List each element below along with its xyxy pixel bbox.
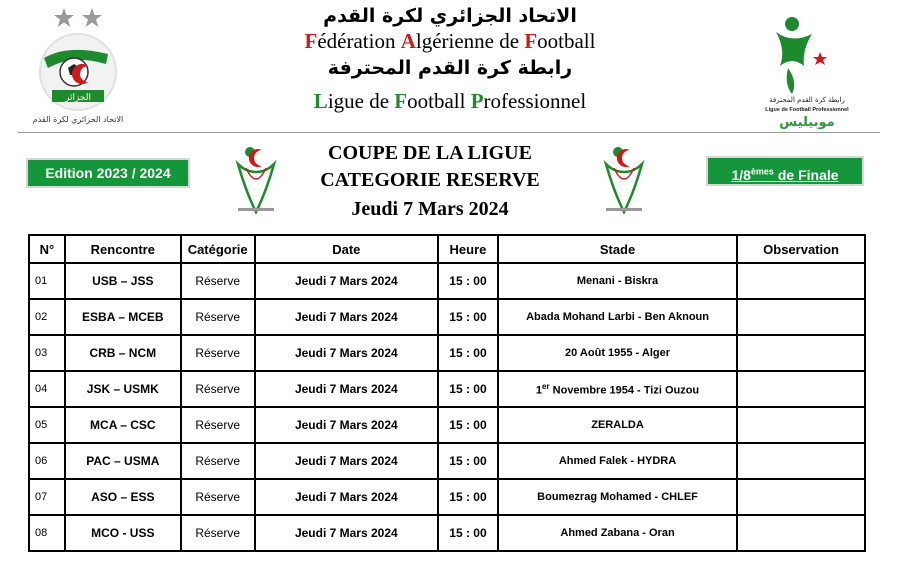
competition-title (300, 140, 560, 223)
federation-name-part: édération (317, 29, 401, 53)
match-date: Jeudi 7 Mars 2024 (255, 263, 438, 299)
match-observation (737, 263, 865, 299)
column-header: N° (29, 235, 65, 263)
star-icon (54, 8, 74, 27)
header-titles (230, 4, 670, 114)
match-date: Jeudi 7 Mars 2024 (255, 443, 438, 479)
table-row (29, 407, 865, 443)
federation-name-part: ootball (537, 29, 596, 53)
svg-text:رابطة كرة القدم المحترفة: رابطة كرة القدم المحترفة (769, 96, 845, 104)
edition-badge: Edition 2023 / 2024 (26, 158, 190, 188)
federation-name (230, 28, 670, 54)
title-line: CATEGORIE RESERVE (320, 169, 540, 191)
table-row (29, 371, 865, 407)
federation-name-part: F (524, 29, 538, 53)
match-stadium: Boumezrag Mohamed - CHLEF (498, 479, 737, 515)
column-header: Date (255, 235, 438, 263)
table-row (29, 299, 865, 335)
match-time: 15 : 00 (438, 407, 498, 443)
table-row (29, 443, 865, 479)
match-category: Réserve (181, 263, 255, 299)
match-teams: MCO - USS (65, 515, 181, 551)
league-name-part: ootball (407, 89, 471, 113)
match-date: Jeudi 7 Mars 2024 (255, 515, 438, 551)
cup-logo (594, 142, 654, 218)
svg-text:الاتحاد الجزائري لكرة القدم: الاتحاد الجزائري لكرة القدم (32, 115, 124, 124)
match-time: 15 : 00 (438, 263, 498, 299)
match-observation (737, 407, 865, 443)
match-category: Réserve (181, 515, 255, 551)
faf-logo (28, 6, 128, 130)
match-teams: JSK – USMK (65, 371, 181, 407)
match-stadium: Ahmed Falek - HYDRA (498, 443, 737, 479)
table-row (29, 263, 865, 299)
title-date: Jeudi 7 Mars 2024 (351, 198, 509, 220)
match-number: 01 (29, 263, 65, 299)
star-icon (82, 8, 102, 27)
match-number: 02 (29, 299, 65, 335)
match-category: Réserve (181, 407, 255, 443)
match-stadium: Ahmed Zabana - Oran (498, 515, 737, 551)
league-name (230, 88, 670, 114)
league-name-part: L (313, 89, 328, 113)
match-number: 08 (29, 515, 65, 551)
match-time: 15 : 00 (438, 479, 498, 515)
federation-name-part: lgérienne de (415, 29, 525, 53)
svg-text:الجزائر: الجزائر (65, 93, 91, 103)
schedule-table (28, 234, 866, 552)
match-date: Jeudi 7 Mars 2024 (255, 299, 438, 335)
league-name-part: F (394, 89, 408, 113)
column-header: Stade (498, 235, 737, 263)
match-observation (737, 299, 865, 335)
table-header-row (29, 235, 865, 263)
column-header: Heure (438, 235, 498, 263)
match-number: 04 (29, 371, 65, 407)
match-stadium: Abada Mohand Larbi - Ben Aknoun (498, 299, 737, 335)
column-header: Rencontre (65, 235, 181, 263)
cup-logo (226, 142, 286, 218)
match-stadium: Menani - Biskra (498, 263, 737, 299)
table-row (29, 335, 865, 371)
match-time: 15 : 00 (438, 371, 498, 407)
match-teams: CRB – NCM (65, 335, 181, 371)
header-divider (18, 132, 880, 133)
title-line: COUPE DE LA LIGUE (328, 142, 532, 164)
federation-arabic-name: الاتحاد الجزائري لكرة القدم (323, 5, 577, 27)
federation-name-part: F (304, 29, 318, 53)
table-row (29, 479, 865, 515)
league-name-part: igue de (327, 89, 395, 113)
league-arabic-name: رابطة كرة القدم المحترفة (327, 57, 573, 79)
match-time: 15 : 00 (438, 515, 498, 551)
column-header: Catégorie (181, 235, 255, 263)
federation-name-part: A (400, 29, 416, 53)
match-stadium: ZERALDA (498, 407, 737, 443)
match-observation (737, 479, 865, 515)
match-observation (737, 371, 865, 407)
match-observation (737, 335, 865, 371)
match-teams: USB – JSS (65, 263, 181, 299)
svg-text:Ligue de Football Professionne: Ligue de Football Professionnel (765, 107, 849, 113)
match-number: 06 (29, 443, 65, 479)
match-time: 15 : 00 (438, 299, 498, 335)
match-time: 15 : 00 (438, 443, 498, 479)
match-number: 05 (29, 407, 65, 443)
match-date: Jeudi 7 Mars 2024 (255, 407, 438, 443)
round-badge-label: 1/8èmes de Finale (731, 166, 839, 183)
match-teams: ESBA – MCEB (65, 299, 181, 335)
match-teams: PAC – USMA (65, 443, 181, 479)
round-badge (706, 156, 864, 186)
match-category: Réserve (181, 479, 255, 515)
league-name-part: P (470, 89, 484, 113)
match-category: Réserve (181, 443, 255, 479)
match-observation (737, 515, 865, 551)
column-header: Observation (737, 235, 865, 263)
match-category: Réserve (181, 335, 255, 371)
match-time: 15 : 00 (438, 335, 498, 371)
lfp-logo (762, 10, 852, 130)
match-date: Jeudi 7 Mars 2024 (255, 479, 438, 515)
match-teams: MCA – CSC (65, 407, 181, 443)
match-category: Réserve (181, 371, 255, 407)
match-date: Jeudi 7 Mars 2024 (255, 335, 438, 371)
match-observation (737, 443, 865, 479)
match-teams: ASO – ESS (65, 479, 181, 515)
league-name-part: rofessionnel (483, 89, 587, 113)
svg-text:موبيليس: موبيليس (779, 115, 835, 130)
match-category: Réserve (181, 299, 255, 335)
table-row (29, 515, 865, 551)
match-stadium: 20 Août 1955 - Alger (498, 335, 737, 371)
match-stadium: 1er Novembre 1954 - Tizi Ouzou (498, 371, 737, 407)
match-number: 03 (29, 335, 65, 371)
match-date: Jeudi 7 Mars 2024 (255, 371, 438, 407)
match-number: 07 (29, 479, 65, 515)
